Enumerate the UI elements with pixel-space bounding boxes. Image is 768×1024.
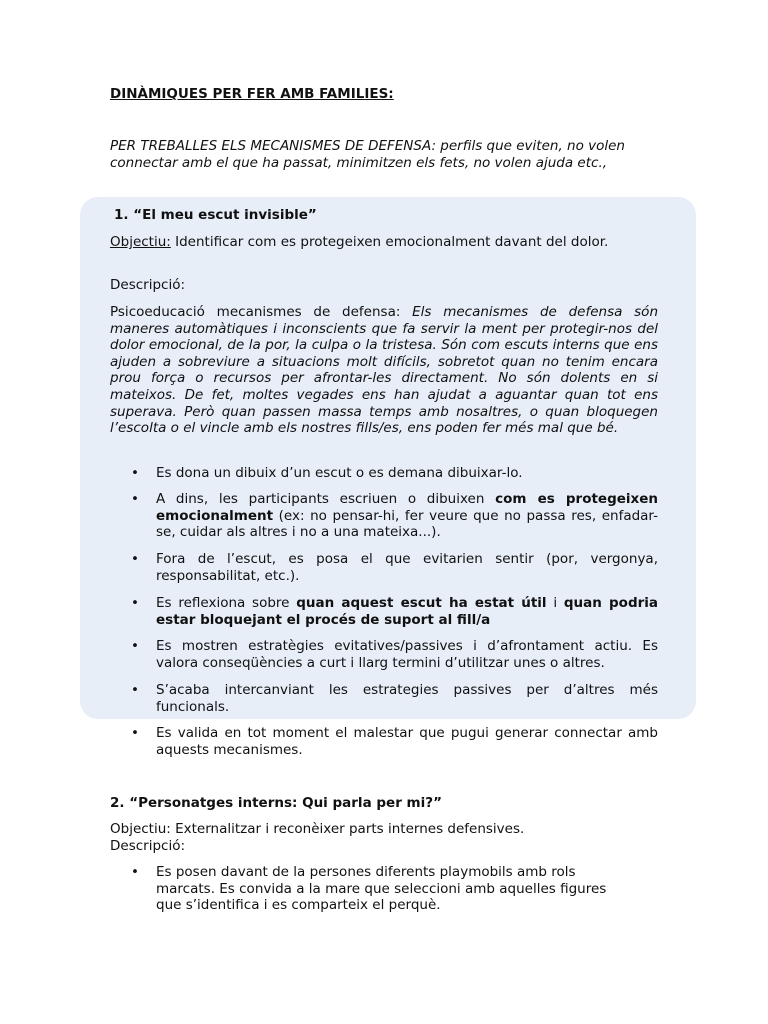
list-item [110, 465, 658, 482]
list-item [110, 864, 630, 914]
bullet-icon: • [131, 864, 139, 880]
psico-label: Psicoeducació mecanismes de defensa: [110, 304, 413, 320]
list-item-text: Es valida en tot moment el malestar que pugui generar connectar amb aquests mecanismes. [156, 725, 658, 758]
list-item-text: Es reflexiona sobre quan aquest escut ha estat útil i quan podria estar bloquejant el procés de suport al fill/a [156, 595, 658, 628]
objective-text: Identificar com es protegeixen emocionalment davant del dolor. [170, 234, 609, 250]
list-item [110, 595, 658, 628]
list-item-text: S’acaba intercanviant les estrategies passives per d’altres més funcionals. [156, 682, 658, 715]
section2-heading: 2. “Personatges interns: Qui parla per mi?” [110, 795, 442, 811]
section1-description-label: Descripció: [110, 277, 186, 293]
intro-paragraph: PER TREBALLES ELS MECANISMES DE DEFENSA: perfils que eviten, no volen connectar amb el que ha passat, minimitzen els fets, no volen ajuda etc., [110, 138, 625, 171]
list-item-text: Es posen davant de la persones diferents playmobils amb rols marcats. Es convida a la mare que seleccioni amb aquelles figures que s’identifica i es comparteix el perquè. [156, 864, 607, 914]
section1-objective [110, 234, 658, 251]
section1-psychoeducation [110, 304, 658, 437]
bullet-icon: • [131, 595, 139, 611]
section2-description-label: Descripció: [110, 838, 186, 854]
document-title: DINÀMIQUES PER FER AMB FAMILIES: [110, 86, 394, 102]
bullet-icon: • [131, 725, 139, 741]
list-item [110, 638, 658, 671]
list-item [110, 491, 658, 541]
section2-objective: Objectiu: Externalitzar i reconèixer parts internes defensives. [110, 821, 525, 837]
objective-label: Objectiu: [110, 234, 171, 250]
list-item [110, 551, 658, 584]
section1-heading: 1. “El meu escut invisible” [114, 207, 317, 223]
list-item-text: Fora de l’escut, es posa el que evitarien sentir (por, vergonya, responsabilitat, etc.). [156, 551, 658, 584]
bullet-icon: • [131, 465, 139, 481]
bullet-icon: • [131, 491, 139, 507]
bullet-icon: • [131, 638, 139, 654]
bullet-icon: • [131, 551, 139, 567]
bullet-icon: • [131, 682, 139, 698]
list-item [110, 725, 658, 758]
psico-text: Els mecanismes de defensa són maneres automàtiques i inconscients que fa servir la ment per protegir-nos del dolor emocional, de la por, la culpa o la tristesa. Són com escuts interns que ens ajuden a sobreviure a situacions molt difícils, sobretot quan no tenim encara prou força o recursos per afrontar-les directament. No són dolents en si mateixos. De fet, moltes vegades ens han ajudat a aguantar quan tot ens superava. Però quan passen massa temps amb nosaltres, o quan bloquegen l’escolta o el vincle amb els nostres fills/es, ens poden fer més mal que bé. [110, 304, 658, 437]
list-item-text: Es dona un dibuix d’un escut o es demana dibuixar-lo. [156, 465, 523, 481]
list-item [110, 682, 658, 715]
list-item-text: A dins, les participants escriuen o dibuixen com es protegeixen emocionalment (ex: no pensar-hi, fer veure que no passa res, enfadar-se, cuidar als altres i no a una mateixa...). [156, 491, 658, 541]
list-item-text: Es mostren estratègies evitatives/passives i d’afrontament actiu. Es valora conseqüències a curt i llarg termini d’utilitzar unes o altres. [156, 638, 658, 671]
